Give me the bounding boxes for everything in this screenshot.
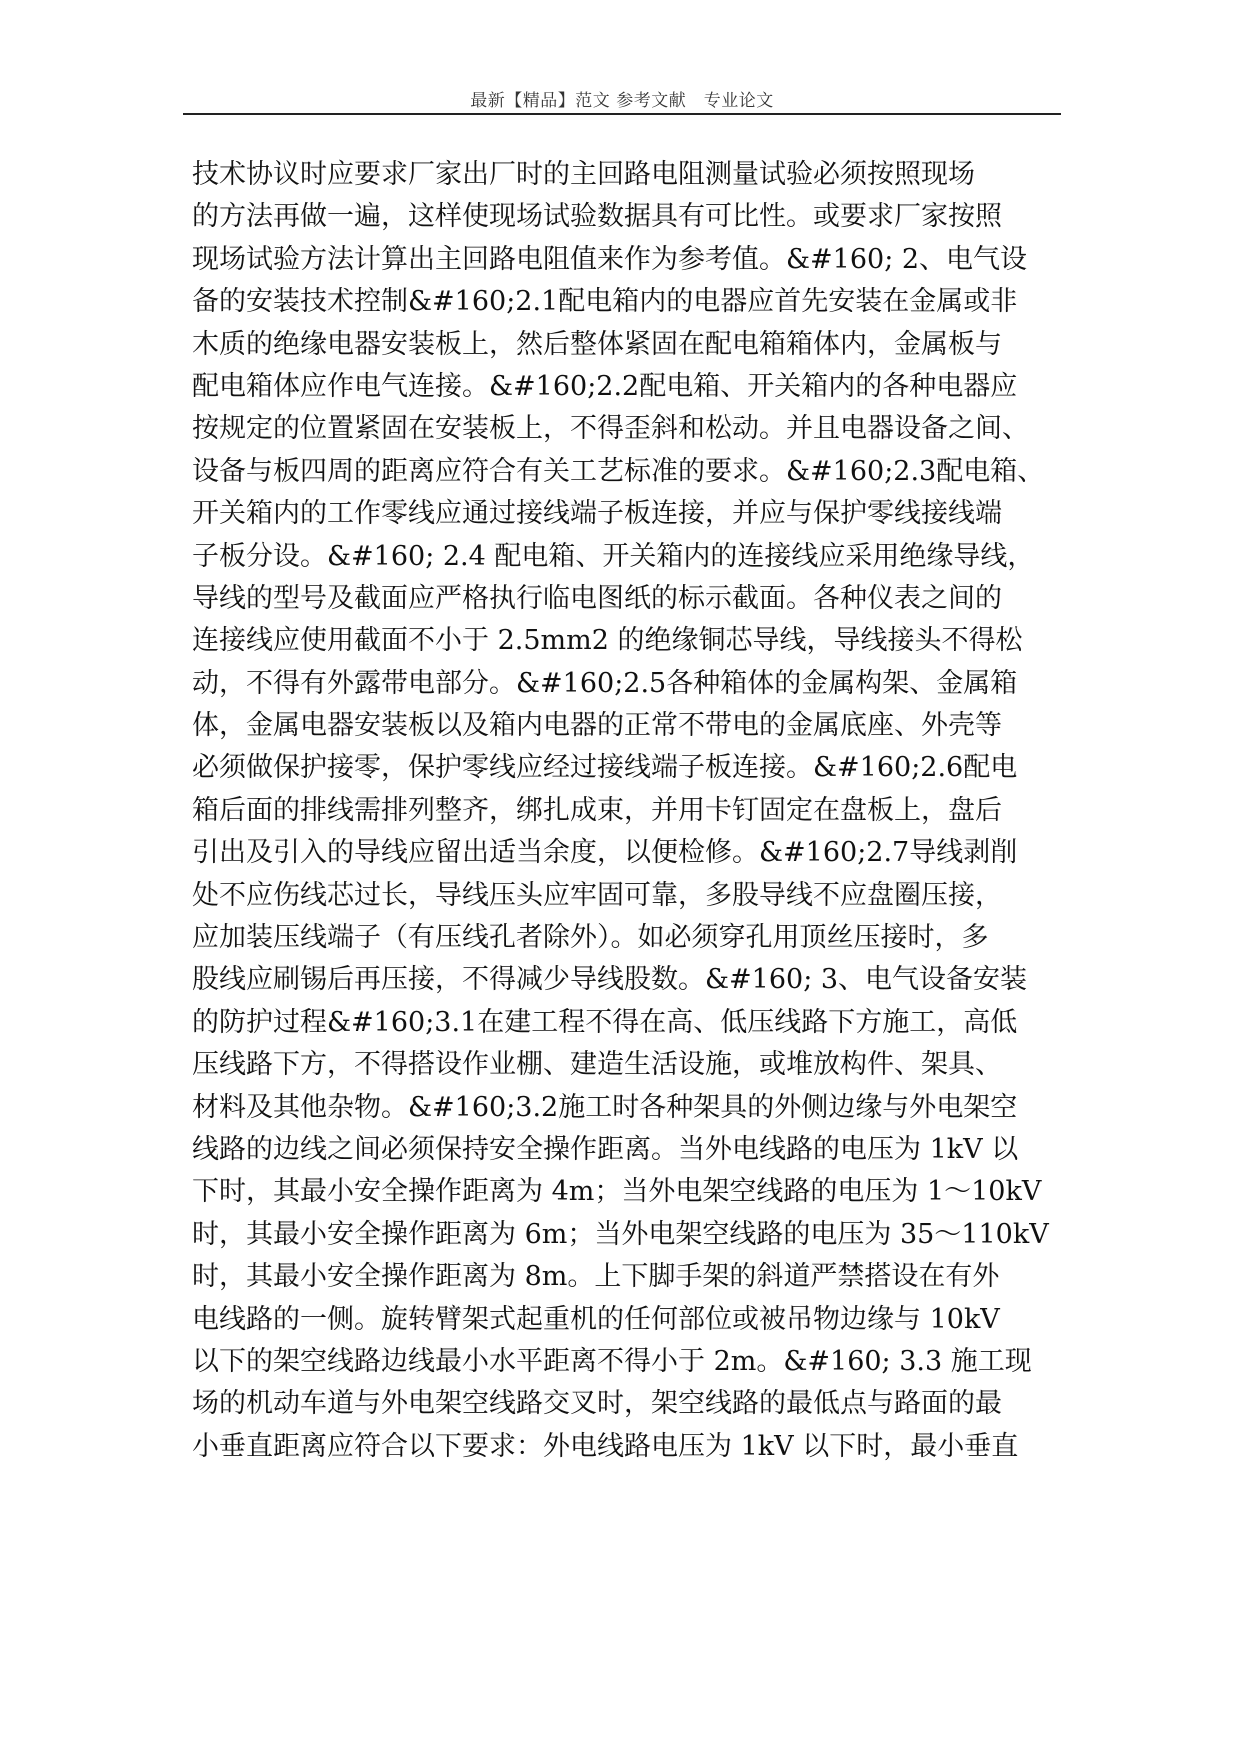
document-body xyxy=(192,154,1062,1468)
text-line: 体，金属电器安装板以及箱内电器的正常不带电的金属底座、外壳等 xyxy=(192,710,1002,742)
text-line: 导线的型号及截面应严格执行临电图纸的标示截面。各种仪表之间的 xyxy=(192,582,1002,614)
text-line: 设备与板四周的距离应符合有关工艺标准的要求。&#160;2.3配电箱、 xyxy=(192,455,1045,487)
text-line: 时，其最小安全操作距离为 8m。上下脚手架的斜道严禁搭设在有外 xyxy=(192,1261,1000,1293)
text-line: 的防护过程&#160;3.1在建工程不得在高、低压线路下方施工，高低 xyxy=(192,1006,1018,1038)
text-line: 场的机动车道与外电架空线路交叉时，架空线路的最低点与路面的最 xyxy=(192,1388,1002,1420)
text-line: 必须做保护接零，保护零线应经过接线端子板连接。&#160;2.6配电 xyxy=(192,752,1018,784)
text-line: 应加装压线端子（有压线孔者除外）。如必须穿孔用顶丝压接时，多 xyxy=(192,922,989,954)
text-line: 的方法再做一遍，这样使现场试验数据具有可比性。或要求厂家按照 xyxy=(192,201,1002,233)
text-line: 以下的架空线路边线最小水平距离不得小于 2m。&#160; 3.3 施工现 xyxy=(192,1345,1032,1377)
text-line: 线路的边线之间必须保持安全操作距离。当外电线路的电压为 1kV 以 xyxy=(192,1133,1019,1165)
text-line: 时，其最小安全操作距离为 6m；当外电架空线路的电压为 35～110kV xyxy=(192,1218,1049,1250)
text-line: 处不应伤线芯过长，导线压头应牢固可靠，多股导线不应盘圈压接， xyxy=(192,879,1002,911)
text-line: 开关箱内的工作零线应通过接线端子板连接，并应与保护零线接线端 xyxy=(192,498,1002,530)
page-header: 最新【精品】范文 参考文献 专业论文 xyxy=(470,91,774,111)
text-line: 引出及引入的导线应留出适当余度，以便检修。&#160;2.7导线剥削 xyxy=(192,837,1018,869)
header-divider xyxy=(183,113,1061,115)
text-line: 动，不得有外露带电部分。&#160;2.5各种箱体的金属构架、金属箱 xyxy=(192,667,1018,699)
text-line: 按规定的位置紧固在安装板上，不得歪斜和松动。并且电器设备之间、 xyxy=(192,413,1029,445)
text-line: 配电箱体应作电气连接。&#160;2.2配电箱、开关箱内的各种电器应 xyxy=(192,370,1018,402)
text-line: 子板分设。&#160; 2.4 配电箱、开关箱内的连接线应采用绝缘导线， xyxy=(192,540,1035,572)
text-line: 现场试验方法计算出主回路电阻值来作为参考值。&#160; 2、电气设 xyxy=(192,243,1028,275)
text-line: 电线路的一侧。旋转臂架式起重机的任何部位或被吊物边缘与 10kV xyxy=(192,1303,1000,1335)
text-line: 材料及其他杂物。&#160;3.2施工时各种架具的外侧边缘与外电架空 xyxy=(192,1091,1018,1123)
text-line: 箱后面的排线需排列整齐，绑扎成束，并用卡钉固定在盘板上，盘后 xyxy=(192,794,1002,826)
text-line: 备的安装技术控制&#160;2.1配电箱内的电器应首先安装在金属或非 xyxy=(192,286,1018,318)
text-line: 小垂直距离应符合以下要求：外电线路电压为 1kV 以下时，最小垂直 xyxy=(192,1430,1019,1462)
text-line: 下时，其最小安全操作距离为 4m；当外电架空线路的电压为 1～10kV xyxy=(192,1176,1042,1208)
text-line: 压线路下方，不得搭设作业棚、建造生活设施，或堆放构件、架具、 xyxy=(192,1049,1002,1081)
text-line: 木质的绝缘电器安装板上，然后整体紧固在配电箱箱体内，金属板与 xyxy=(192,328,1002,360)
text-line: 技术协议时应要求厂家出厂时的主回路电阻测量试验必须按照现场 xyxy=(192,159,975,190)
text-line: 股线应刷锡后再压接，不得减少导线股数。&#160; 3、电气设备安装 xyxy=(192,964,1028,996)
text-line: 连接线应使用截面不小于 2.5mm2 的绝缘铜芯导线，导线接头不得松 xyxy=(192,625,1023,657)
